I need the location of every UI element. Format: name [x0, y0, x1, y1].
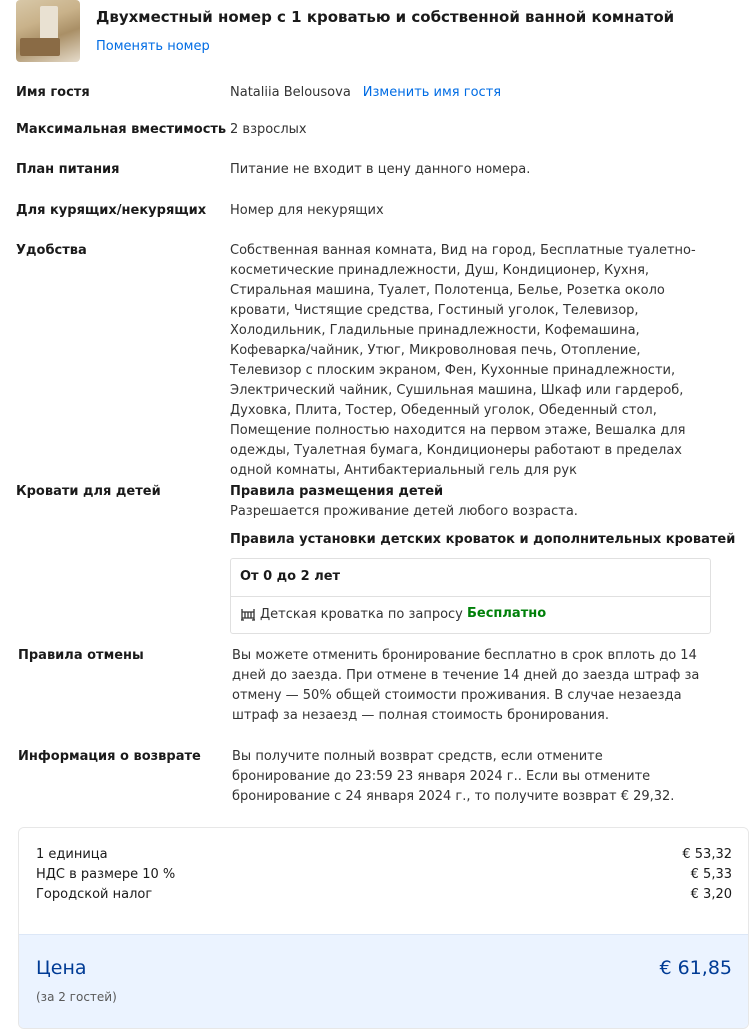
crib-divider: [231, 596, 710, 597]
refund-value: Вы получите полный возврат средств, если отмените бронирование до 23:59 23 января 2024 г.. Если вы отмените бронирование с 24 января 2024 г., то получите возврат € 29,32.: [232, 749, 675, 804]
room-title: Двухместный номер с 1 кроватью и собственной ванной комнатой: [96, 8, 675, 26]
total-price-value: € 61,85: [659, 957, 732, 979]
cots-policy-title: Правила установки детских кроваток и дополнительных кроватей: [230, 532, 736, 547]
kids-beds-label: Кровати для детей: [16, 484, 161, 499]
price-summary: [18, 827, 749, 1029]
guest-name-row: [230, 83, 501, 103]
children-policy-text: Разрешается проживание детей любого возраста.: [230, 504, 578, 519]
smoking-value: Номер для некурящих: [230, 203, 384, 218]
change-room-link[interactable]: Поменять номер: [96, 39, 210, 54]
price-line-label: Городской налог: [36, 887, 153, 902]
room-thumbnail-bed: [20, 38, 60, 56]
price-line-value: € 3,20: [690, 887, 732, 902]
total-guests-note: (за 2 гостей): [36, 990, 117, 1004]
cancellation-label: Правила отмены: [18, 648, 144, 663]
guest-name-label: Имя гостя: [16, 85, 90, 100]
price-total-section: [19, 934, 748, 1028]
meal-plan-label: План питания: [16, 162, 120, 177]
price-line-value: € 53,32: [682, 847, 732, 862]
crib-item-label: Детская кроватка по запросу: [260, 606, 463, 622]
children-policy-title: Правила размещения детей: [230, 484, 444, 499]
price-breakdown: [19, 828, 748, 934]
crib-age-range: От 0 до 2 лет: [240, 569, 341, 584]
cancellation-value: Вы можете отменить бронирование бесплатно в срок вплоть до 14 дней до заезда. При отмене в течение 14 дней до заезда штраф за отмену — 50% общей стоимости проживания. В случае незаезда штраф за незаезд — полная стоимость бронирования.: [232, 648, 700, 723]
total-price-label: Цена: [36, 957, 87, 979]
meal-plan-value: Питание не входит в цену данного номера.: [230, 162, 531, 177]
room-thumbnail: [16, 0, 80, 62]
max-capacity-label: Максимальная вместимость: [16, 122, 227, 137]
crib-icon: [240, 606, 256, 622]
crib-item: [240, 606, 463, 622]
price-line-value: € 5,33: [690, 867, 732, 882]
price-line-label: 1 единица: [36, 847, 108, 862]
amenities-value: Собственная ванная комната, Вид на город, Бесплатные туалетно-косметические принадлежности, Душ, Кондиционер, Кухня, Стиральная машина, Туалет, Полотенца, Белье, Розетка около кровати, Чистящие средства, Гостиный уголок, Телевизор, Холодильник, Гладильные принадлежности, Кофемашина, Кофеварка/чайник, Утюг, Микроволновая печь, Отопление, Телевизор с плоским экраном, Фен, Кухонные принадлежности, Электрический чайник, Сушильная машина, Шкаф или гардероб, Духовка, Плита, Тостер, Обеденный уголок, Обеденный стол, Помещение полностью находится на первом этаже, Вешалка для одежды, Туалетная бумага, Кондиционеры работают в пределах одной комнаты, Антибактериальный гель для рук: [230, 243, 696, 478]
amenities-label: Удобства: [16, 243, 87, 258]
refund-label: Информация о возврате: [18, 749, 201, 764]
guest-name-value: Nataliia Belousova: [230, 85, 351, 100]
crib-price: Бесплатно: [467, 606, 547, 621]
change-guest-name-link[interactable]: Изменить имя гостя: [362, 85, 502, 100]
crib-policy-table: [230, 558, 711, 634]
price-line-label: НДС в размере 10 %: [36, 867, 176, 882]
max-capacity-value: 2 взрослых: [230, 122, 307, 137]
smoking-label: Для курящих/некурящих: [16, 203, 207, 218]
